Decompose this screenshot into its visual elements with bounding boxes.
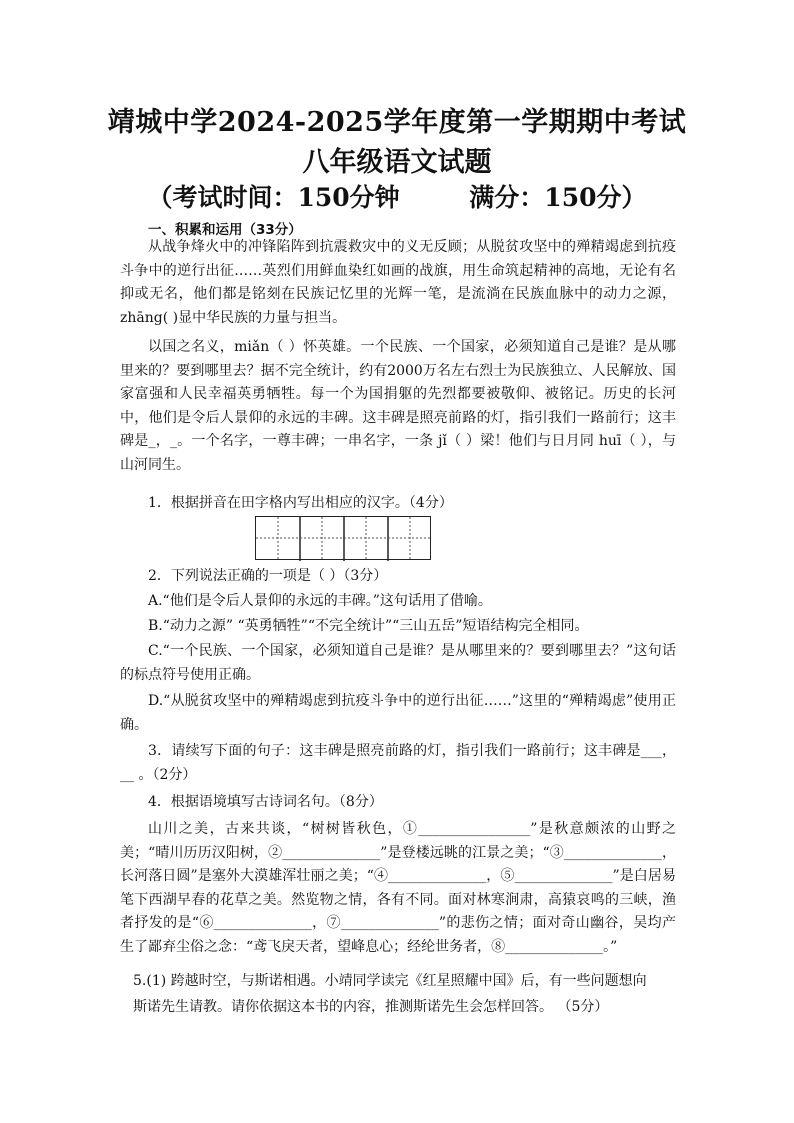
exam-time-and-score: （考试时间：150分钟 满分：150分） [147, 183, 647, 212]
option-b: B.“动力之源” “英勇牺牲”“不完全统计”“三山五岳”短语结构完全相同。 [148, 618, 589, 634]
question-3: 3．请续写下面的句子：这丰碑是照亮前路的灯，指引我们一路前行；这丰碑是___，__ 。（2分） [120, 743, 676, 783]
option-c: C.“一个民族、一个国家，必须知道自己是谁？是从哪里来的？要到哪里去？”这句话的标点符号使用正确。 [120, 643, 676, 683]
passage-paragraph-1: 从战争烽火中的冲锋陷阵到抗震救灾中的义无反顾；从脱贫攻坚中的殚精竭虑到抗疫斗争中的逆行出征……英烈们用鲜血染红如画的战旗，用生命筑起精神的高地，无论有名抑或无名，他们都是铭刻在民族记忆里的光辉一笔，是流淌在民族血脉中的动力之源，zhāng( )显中华民族的力量与担当。 [120, 239, 676, 326]
exam-title: 靖城中学2024-2025学年度第一学期期中考试 [107, 107, 687, 138]
option-d: D.“从脱贫攻坚中的殚精竭虑到抗疫斗争中的逆行出征……”这里的“殚精竭虑”使用正确。 [120, 693, 676, 733]
question-5-line-2: 斯诺先生请教。请你依据这本书的内容，推测斯诺先生会怎样回答。 （5分） [133, 999, 609, 1015]
section-heading: 一、积累和运用（33分） [148, 222, 302, 238]
option-a: A.“他们是令后人景仰的永远的丰碑。”这句话用了借喻。 [148, 593, 492, 609]
grid-lines [256, 517, 432, 561]
question-5-line-1: 5.(1) 跨越时空，与斯诺相遇。小靖同学读完《红星照耀中国》后，有一些问题想向 [133, 973, 647, 989]
exam-subtitle: 八年级语文试题 [302, 147, 492, 178]
question-4: 4．根据语境填写古诗词名句。（8分） [148, 794, 383, 810]
question-4-text: 山川之美，古来共谈，“树树皆秋色，①________________”是秋意颇浓的山野之美；“晴川历历汉阳树，②______________”是登楼远眺的江景之美；“③______________，长河落日圆”是塞外大漠雄浑壮丽之美；“④______________，⑤______________”是白居易笔下西湖早春的花草之美。然览物之情，各有不同。面对林寒涧肃，高猿哀鸣的三峡，渔者抒发的是“⑥______________，⑦______________”的悲伤之情；面对奇山幽谷，吴均产生了鄙弃尘俗之念：“鸢飞戾天者，望峰息心；经纶世务者，⑧______________。” [120, 821, 676, 955]
question-1: 1．根据拼音在田字格内写出相应的汉字。（4分） [148, 495, 453, 511]
passage-paragraph-2: 以国之名义，miǎn（ ）怀英雄。一个民族、一个国家，必须知道自己是谁？是从哪里来的？要到哪里去？据不完全统计，约有2000万名左右烈士为民族独立、人民解放、国家富强和人民幸福英勇牺牲。每一个为国捐躯的先烈都要被敬仰、被铭记。历史的长河中，他们是令后人景仰的永远的丰碑。这丰碑是照亮前路的灯，指引我们一路前行；这丰碑是_，_。一个名字，一尊丰碑；一串名字，一条 jǐ（ ）梁！他们与日月同 huī（ ），与山河同生。 [120, 339, 676, 473]
question-2: 2．下列说法正确的一项是（ ）（3分） [148, 568, 388, 584]
tianzige-writing-grid[interactable] [255, 516, 431, 560]
